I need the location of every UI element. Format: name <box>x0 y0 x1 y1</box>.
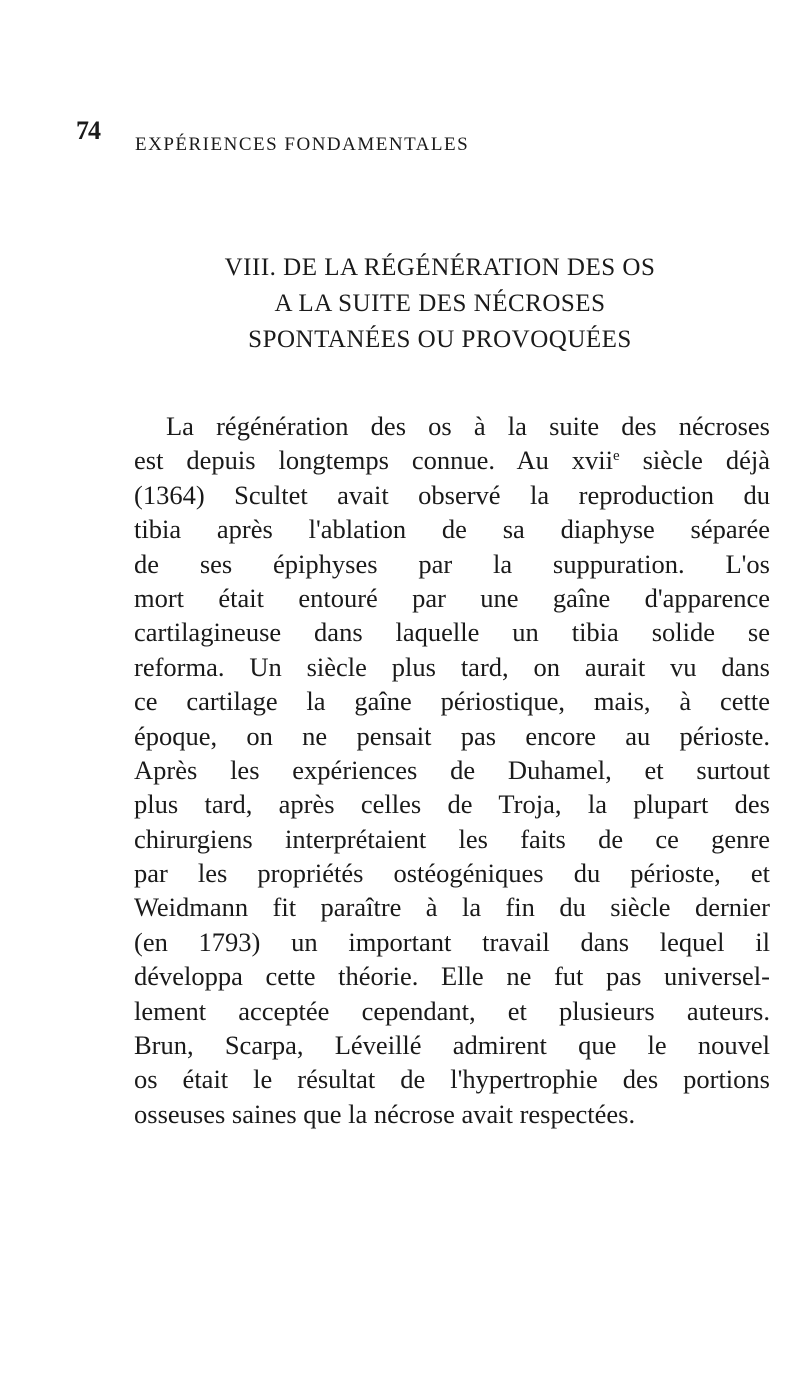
text-line: ce cartilage la gaîne périostique, mais, à cette <box>134 686 770 717</box>
text-line: La régénération des os à la suite des nécroses <box>166 411 770 441</box>
text-line: (1364) Scultet avait observé la reproduction du <box>134 479 770 510</box>
text-line: tibia après l'ablation de sa diaphyse séparée <box>134 514 770 545</box>
text-line: reforma. Un siècle plus tard, on aurait vu dans <box>134 651 770 682</box>
text-line: développa cette théorie. Elle ne fut pas universel- <box>134 961 770 992</box>
section-title-line: A LA SUITE DES NÉCROSES <box>274 290 606 317</box>
text-line: os était le résultat de l'hypertrophie des portions <box>134 1064 770 1095</box>
running-head: EXPÉRIENCES FONDAMENTALES <box>135 134 470 155</box>
text-line: époque, on ne pensait pas encore au périoste. <box>134 720 770 751</box>
text-line-end: siècle déjà <box>619 445 770 476</box>
text-line: plus tard, après celles de Troja, la plupart des <box>134 789 770 820</box>
text-line: Brun, Scarpa, Léveillé admirent que le nouvel <box>134 1030 770 1061</box>
text-line: lement acceptée cependant, et plusieurs auteurs. <box>134 995 770 1026</box>
section-title-line: VIII. DE LA RÉGÉNÉRATION DES OS <box>224 254 656 281</box>
text-line: osseuses saines que la nécrose avait respectées. <box>134 1098 636 1129</box>
section-title-line: SPONTANÉES OU PROVOQUÉES <box>248 326 632 353</box>
text-line: par les propriétés ostéogéniques du périoste, et <box>134 858 770 889</box>
text-line: mort était entouré par une gaîne d'apparence <box>134 582 770 613</box>
text-line: (en 1793) un important travail dans lequel il <box>134 926 770 957</box>
text-line: de ses épiphyses par la suppuration. L'os <box>134 548 770 579</box>
text-line: cartilagineuse dans laquelle un tibia solide se <box>134 617 770 648</box>
text-line: Weidmann fit paraître à la fin du siècle dernier <box>134 892 770 923</box>
page-number: 74 <box>76 116 100 145</box>
body-paragraph <box>134 409 770 1131</box>
text-line: chirurgiens interprétaient les faits de ce genre <box>134 823 770 854</box>
text-line-start: est depuis longtemps connue. Au xvii <box>134 445 613 476</box>
text-line: Après les expériences de Duhamel, et surtout <box>134 754 770 785</box>
section-title <box>160 250 720 358</box>
text-line <box>134 443 770 477</box>
superscript: e <box>613 448 620 465</box>
